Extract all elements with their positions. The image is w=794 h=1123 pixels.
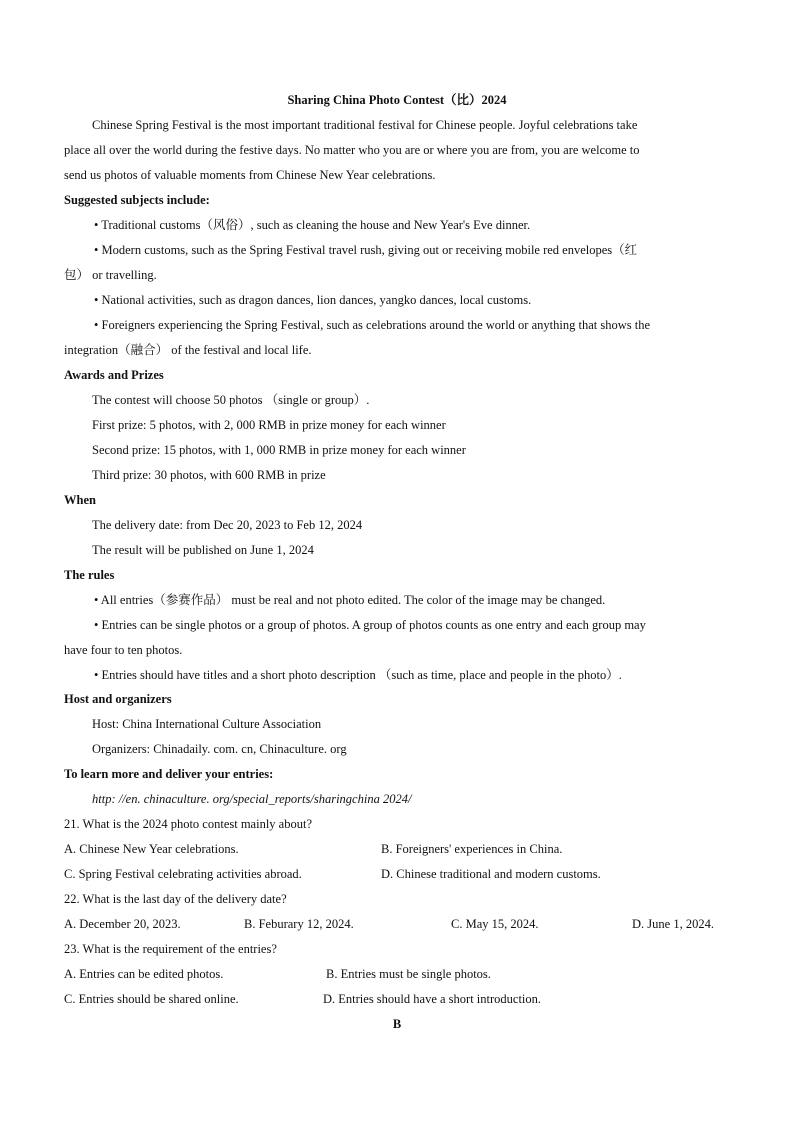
awards-line-first: First prize: 5 photos, with 2, 000 RMB in prize money for each winner bbox=[92, 418, 446, 432]
subject-item-national: • National activities, such as dragon dances, lion dances, yangko dances, local customs. bbox=[94, 293, 532, 307]
rule-item-groups: • Entries can be single photos or a group of photos. A group of photos counts as one entry and each group may bbox=[94, 618, 646, 632]
awards-line-second: Second prize: 15 photos, with 1, 000 RMB in prize money for each winner bbox=[92, 443, 466, 457]
q23-option-d: D. Entries should have a short introduction. bbox=[323, 992, 542, 1006]
q22-option-a: A. December 20, 2023. bbox=[64, 917, 181, 931]
q21-option-d: D. Chinese traditional and modern customs. bbox=[381, 867, 601, 881]
awards-line-total: The contest will choose 50 photos （single or group）. bbox=[92, 393, 370, 407]
q23-option-a: A. Entries can be edited photos. bbox=[64, 967, 224, 981]
q21-option-c: C. Spring Festival celebrating activities abroad. bbox=[64, 867, 302, 881]
subject-item-foreigners-cont: integration（融合） of the festival and local life. bbox=[64, 343, 312, 357]
entries-url-link[interactable]: http: //en. chinaculture. org/special_reports/sharingchina 2024/ bbox=[92, 792, 412, 806]
subject-item-modern: • Modern customs, such as the Spring Festival travel rush, giving out or receiving mobile red envelopes（红 bbox=[94, 243, 638, 257]
learn-more-heading: To learn more and deliver your entries: bbox=[64, 767, 274, 781]
subject-item-modern-cont: 包） or travelling. bbox=[64, 268, 157, 282]
intro-line-1: Chinese Spring Festival is the most important traditional festival for Chinese people. Joyful celebrations take bbox=[92, 118, 638, 132]
organizers-line: Organizers: Chinadaily. com. cn, Chinaculture. org bbox=[92, 742, 347, 756]
intro-line-2: place all over the world during the festive days. No matter who you are or where you are from, you are welcome to bbox=[64, 143, 640, 157]
section-letter: B bbox=[392, 1017, 402, 1031]
page-title: Sharing China Photo Contest（比）2024 bbox=[287, 93, 507, 107]
q22-option-c: C. May 15, 2024. bbox=[451, 917, 539, 931]
q21-option-a: A. Chinese New Year celebrations. bbox=[64, 842, 239, 856]
host-line: Host: China International Culture Association bbox=[92, 717, 322, 731]
awards-line-third: Third prize: 30 photos, with 600 RMB in prize bbox=[92, 468, 326, 482]
q22-option-d: D. June 1, 2024. bbox=[632, 917, 714, 931]
rules-heading: The rules bbox=[64, 568, 115, 582]
rule-item-real: • All entries（参赛作品） must be real and not photo edited. The color of the image may be changed. bbox=[94, 593, 606, 607]
subject-item-traditional: • Traditional customs（风俗）, such as cleaning the house and New Year's Eve dinner. bbox=[94, 218, 531, 232]
when-delivery-date: The delivery date: from Dec 20, 2023 to Feb 12, 2024 bbox=[92, 518, 363, 532]
question-22: 22. What is the last day of the delivery date? bbox=[64, 892, 287, 906]
q21-option-b: B. Foreigners' experiences in China. bbox=[381, 842, 563, 856]
question-23: 23. What is the requirement of the entries? bbox=[64, 942, 277, 956]
host-heading: Host and organizers bbox=[64, 692, 172, 706]
q22-option-b: B. Feburary 12, 2024. bbox=[244, 917, 354, 931]
when-result-date: The result will be published on June 1, 2024 bbox=[92, 543, 314, 557]
subjects-heading: Suggested subjects include: bbox=[64, 193, 210, 207]
rule-item-groups-cont: have four to ten photos. bbox=[64, 643, 183, 657]
rule-item-titles: • Entries should have titles and a short photo description （such as time, place and people in the photo）. bbox=[94, 668, 622, 682]
question-21: 21. What is the 2024 photo contest mainly about? bbox=[64, 817, 312, 831]
when-heading: When bbox=[64, 493, 96, 507]
awards-heading: Awards and Prizes bbox=[64, 368, 164, 382]
intro-line-3: send us photos of valuable moments from Chinese New Year celebrations. bbox=[64, 168, 436, 182]
q23-option-b: B. Entries must be single photos. bbox=[326, 967, 491, 981]
subject-item-foreigners: • Foreigners experiencing the Spring Festival, such as celebrations around the world or anything that shows the bbox=[94, 318, 650, 332]
q23-option-c: C. Entries should be shared online. bbox=[64, 992, 239, 1006]
